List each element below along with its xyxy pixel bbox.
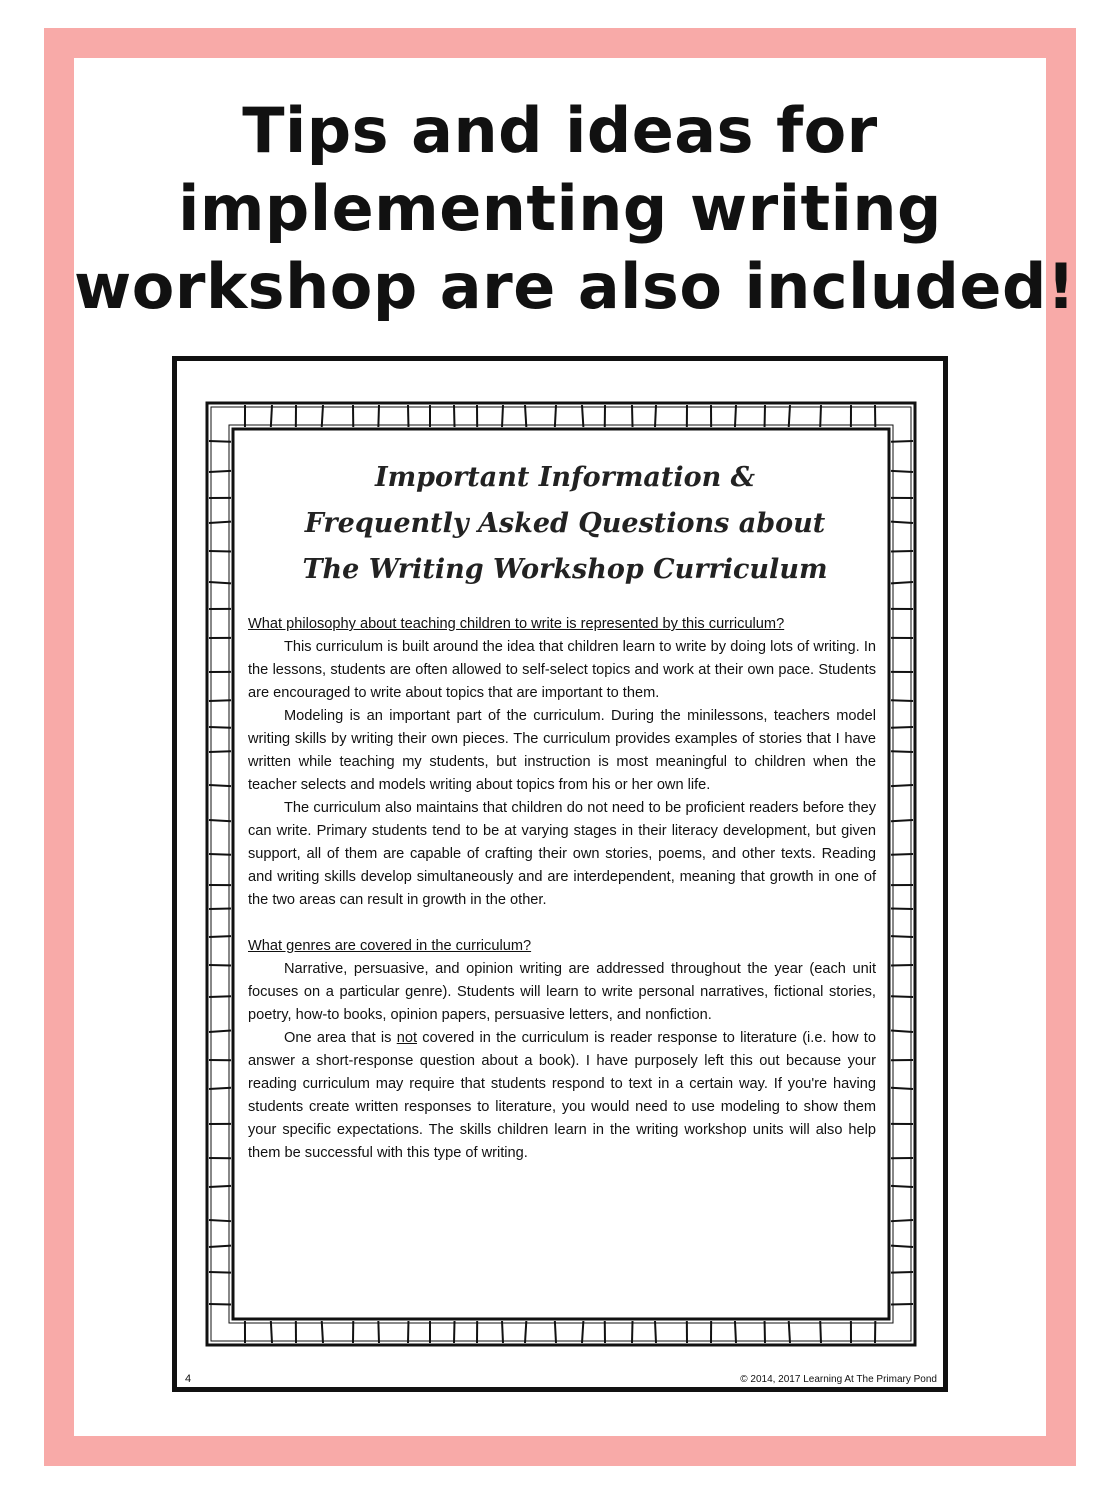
border-tick: [891, 1246, 913, 1247]
border-tick: [454, 1321, 455, 1343]
border-tick: [891, 1088, 913, 1089]
border-tick: [322, 1321, 323, 1343]
border-tick: [655, 1321, 656, 1343]
headline-line-2: implementing writing: [178, 172, 942, 245]
paragraph: [248, 1027, 876, 1165]
emphasis-not: not: [396, 1030, 418, 1046]
border-tick: [209, 551, 231, 552]
text-run: covered in the curriculum is reader response to literature (i.e. how to answer a short-response question about a book). I have purposely left this out because your reading curriculum may require that students respond to text in a certain way. If you're having students create written responses to literature, you would need to use modeling to show them your specific expectations. The skills children learn in the writing workshop units will also help them be successful with this type of writing.: [248, 1030, 876, 1161]
border-tick: [209, 700, 231, 701]
border-tick: [209, 441, 231, 442]
border-tick: [891, 727, 913, 728]
border-tick: [891, 1220, 913, 1221]
border-tick: [891, 908, 913, 909]
document-title-line-1: Important Information &: [374, 462, 756, 493]
headline: [74, 92, 1076, 326]
border-tick: [209, 471, 231, 472]
border-tick: [789, 405, 790, 427]
border-tick: [209, 1272, 231, 1273]
document-title-line-3: The Writing Workshop Curriculum: [302, 554, 828, 585]
border-tick: [502, 405, 503, 427]
border-tick: [209, 820, 231, 821]
border-tick: [209, 1220, 231, 1221]
border-tick: [891, 522, 913, 523]
document-title-line-2: Frequently Asked Questions about: [304, 508, 826, 539]
text-run: One area that is: [284, 1030, 397, 1046]
border-tick: [891, 441, 913, 442]
border-tick: [525, 405, 526, 427]
border-tick: [655, 405, 656, 427]
border-tick: [209, 965, 231, 966]
border-tick: [502, 1321, 503, 1343]
border-tick: [271, 405, 272, 427]
border-tick: [582, 405, 583, 427]
border-tick: [209, 1246, 231, 1247]
border-tick: [555, 405, 556, 427]
border-tick: [454, 405, 455, 427]
border-tick: [555, 1321, 556, 1343]
border-tick: [209, 727, 231, 728]
border-tick: [891, 854, 913, 855]
border-tick: [209, 908, 231, 909]
border-tick: [582, 1321, 583, 1343]
spacer: [248, 912, 876, 935]
border-tick: [209, 936, 231, 937]
border-tick: [789, 1321, 790, 1343]
border-tick: [525, 1321, 526, 1343]
document-preview: [172, 356, 948, 1392]
question-genres: What genres are covered in the curriculum?: [248, 938, 532, 954]
border-tick: [891, 1186, 913, 1187]
border-tick: [632, 1321, 633, 1343]
border-tick: [209, 751, 231, 752]
border-tick: [891, 751, 913, 752]
document-title: [237, 455, 893, 593]
headline-line-3: workshop are also included!: [74, 250, 1076, 323]
border-tick: [209, 522, 231, 523]
border-tick: [209, 1031, 231, 1032]
border-tick: [378, 1321, 379, 1343]
paragraph: This curriculum is built around the idea that children learn to write by doing lots of writing. In the lessons, students are often allowed to self-select topics and work at their own pace. Students are encouraged to write about topics that are important to them.: [248, 639, 876, 701]
border-tick: [891, 996, 913, 997]
border-tick: [891, 965, 913, 966]
paragraph: The curriculum also maintains that children do not need to be proficient readers before they can write. Primary students tend to be at varying stages in their literacy development, but given support, all of them are capable of crafting their own stories, poems, and other texts. Reading and writing skills develop simultaneously and are interdependent, meaning that growth in one of the two areas can result in growth in the other.: [248, 800, 876, 908]
border-tick: [891, 471, 913, 472]
document-body: [248, 613, 876, 1165]
paragraph: Narrative, persuasive, and opinion writing are addressed throughout the year (each unit focuses on a particular genre). Students will learn to write personal narratives, fictional stories, poetry, how-to books, opinion papers, persuasive letters, and nonfiction.: [248, 961, 876, 1023]
border-tick: [891, 1031, 913, 1032]
border-tick: [891, 582, 913, 583]
border-tick: [209, 996, 231, 997]
border-tick: [891, 936, 913, 937]
border-tick: [891, 1272, 913, 1273]
border-tick: [735, 1321, 736, 1343]
copyright-notice: © 2014, 2017 Learning At The Primary Pond: [740, 1374, 937, 1385]
border-tick: [632, 405, 633, 427]
headline-line-1: Tips and ideas for: [242, 94, 878, 167]
border-tick: [820, 405, 821, 427]
paragraph: Modeling is an important part of the curriculum. During the minilessons, teachers model writing skills by writing their own pieces. The curriculum provides examples of stories that I have written while teaching my students, but instruction is most meaningful to children when the teacher selects and models writing about topics from his or her own life.: [248, 708, 876, 793]
border-tick: [891, 551, 913, 552]
border-tick: [735, 405, 736, 427]
border-tick: [891, 785, 913, 786]
page-number: 4: [185, 1373, 192, 1385]
border-tick: [271, 1321, 272, 1343]
question-philosophy: What philosophy about teaching children to write is represented by this curriculum?: [248, 616, 785, 632]
border-tick: [820, 1321, 821, 1343]
border-tick: [209, 1186, 231, 1187]
border-tick: [891, 700, 913, 701]
border-tick: [378, 405, 379, 427]
border-tick: [891, 820, 913, 821]
border-tick: [209, 785, 231, 786]
border-tick: [209, 582, 231, 583]
border-tick: [209, 1088, 231, 1089]
border-tick: [209, 854, 231, 855]
border-tick: [322, 405, 323, 427]
